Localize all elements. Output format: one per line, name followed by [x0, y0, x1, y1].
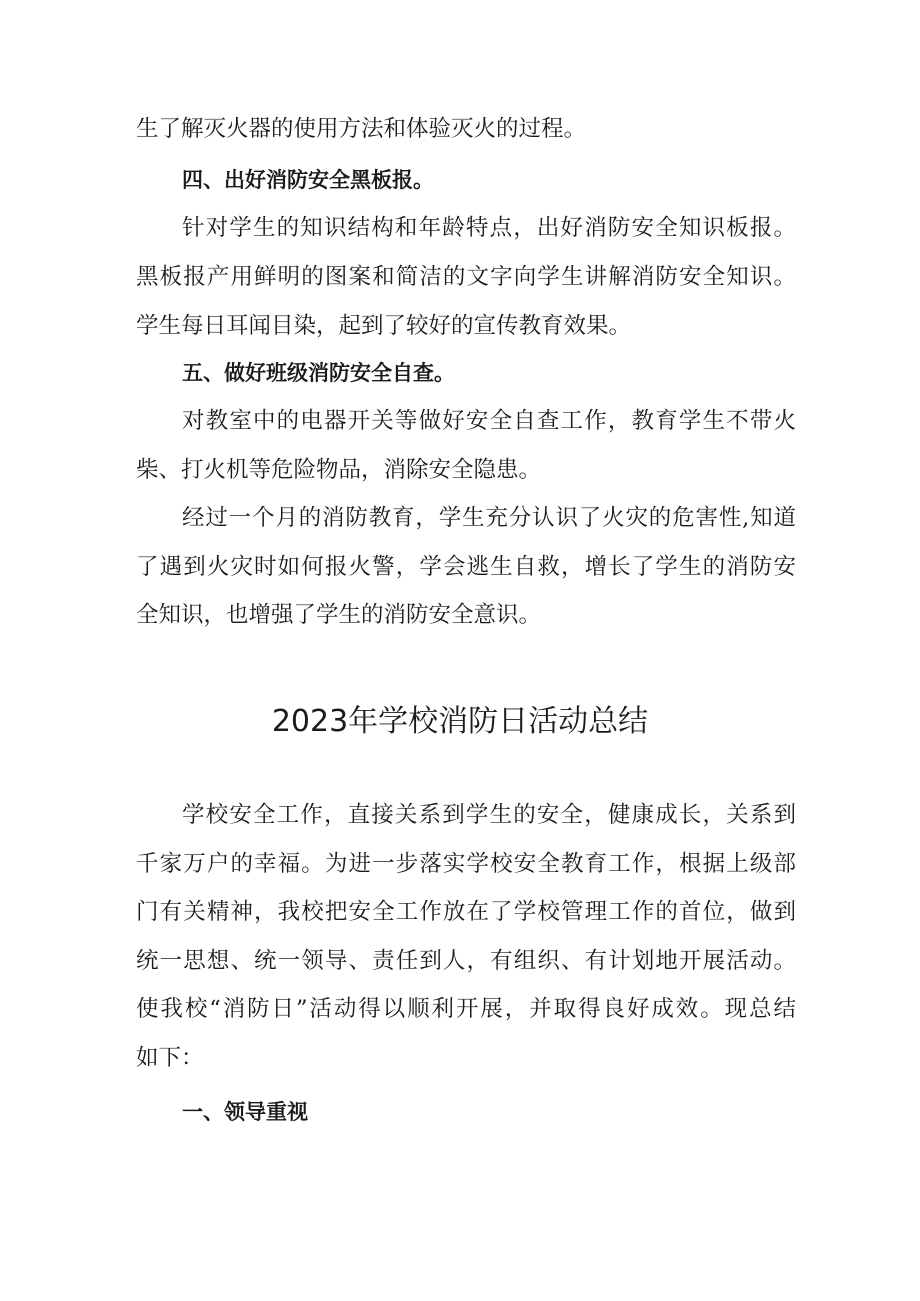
paragraph-line: 使我校“消防日”活动得以顺利开展，并取得良好成效。现总结: [136, 996, 796, 1022]
paragraph-line: 经过一个月的消防教育，学生充分认识了火灾的危害性,知道: [182, 505, 796, 531]
section-heading: 五、做好班级消防安全自查。: [182, 361, 455, 385]
paragraph-line: 生了解灭火器的使用方法和体验灭火的过程。: [136, 116, 587, 142]
paragraph-line: 如下：: [136, 1045, 204, 1071]
paragraph-line: 千家万户的幸福。为进一步落实学校安全教育工作，根据上级部: [136, 851, 796, 877]
paragraph-line: 学生每日耳闻目染，起到了较好的宣传教育效果。: [136, 313, 632, 339]
document-title: 2023年学校消防日活动总结: [271, 704, 649, 739]
paragraph-line: 统一思想、统一领导、责任到人，有组织、有计划地开展活动。: [136, 948, 796, 974]
paragraph-line: 学校安全工作，直接关系到学生的安全，健康成长，关系到: [182, 802, 796, 828]
paragraph-line: 黑板报产用鲜明的图案和简洁的文字向学生讲解消防安全知识。: [136, 264, 796, 290]
section-heading: 四、出好消防安全黑板报。: [182, 168, 434, 192]
paragraph-line: 门有关精神，我校把安全工作放在了学校管理工作的首位，做到: [136, 899, 796, 925]
paragraph-line: 柴、打火机等危险物品，消除安全隐患。: [136, 457, 542, 483]
paragraph-line: 全知识，也增强了学生的消防安全意识。: [136, 602, 542, 628]
paragraph-line: 了遇到火灾时如何报火警，学会逃生自救，增长了学生的消防安: [136, 554, 796, 580]
paragraph-line: 针对学生的知识结构和年龄特点，出好消防安全知识板报。: [182, 215, 796, 241]
paragraph-line: 对教室中的电器开关等做好安全自查工作，教育学生不带火: [182, 408, 796, 434]
section-heading: 一、领导重视: [182, 1100, 308, 1124]
